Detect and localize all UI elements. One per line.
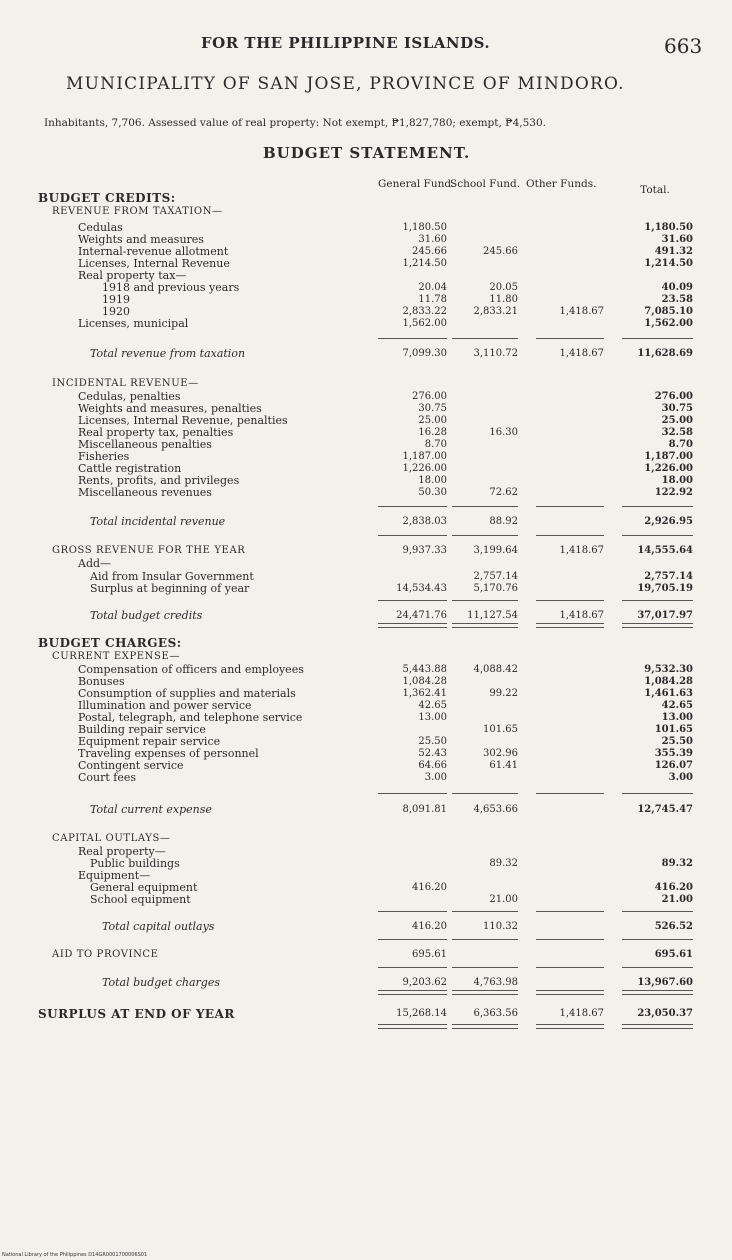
row-label: Real property tax— [78, 269, 187, 282]
general-fund-cell: 42.65 [418, 700, 447, 711]
school-fund-cell: 11.80 [489, 294, 518, 305]
row-label: Total current expense [90, 803, 212, 816]
row-label: Court fees [78, 771, 137, 784]
municipality-title: MUNICIPALITY OF SAN JOSE, PROVINCE OF MINDORO. [66, 74, 625, 94]
column-rule [452, 793, 518, 794]
school-fund-cell: 4,653.66 [473, 804, 518, 815]
footer-note: National Library of the Philippines D14GR0001700006S01 [2, 1252, 148, 1258]
total-cell: 126.07 [654, 760, 693, 771]
row-label: BUDGET CHARGES: [38, 636, 182, 650]
column-rule [536, 535, 604, 536]
total-cell: 12,745.47 [637, 804, 693, 815]
general-fund-cell: 1,562.00 [402, 318, 447, 329]
column-double-rule [452, 623, 518, 628]
column-rule [536, 600, 604, 601]
row-label: CURRENT EXPENSE— [52, 651, 180, 662]
general-fund-cell: 18.00 [418, 475, 447, 486]
total-cell: 1,562.00 [644, 318, 693, 329]
other-funds-cell: 1,418.67 [559, 545, 604, 556]
column-double-rule [536, 623, 604, 628]
school-fund-cell: 72.62 [489, 487, 518, 498]
row-label: Real property— [78, 845, 166, 858]
row-label: Total incidental revenue [90, 515, 226, 528]
column-double-rule [378, 990, 447, 995]
column-rule [622, 535, 693, 536]
column-rule [622, 967, 693, 968]
school-fund-cell: 16.30 [489, 427, 518, 438]
column-rule [378, 911, 447, 912]
general-fund-cell: 5,443.88 [402, 664, 447, 675]
total-cell: 695.61 [654, 949, 693, 960]
column-double-rule [536, 1024, 604, 1029]
row-label: General equipment [90, 881, 198, 894]
general-fund-cell: 1,214.50 [402, 258, 447, 269]
column-rule [536, 967, 604, 968]
row-label: Equipment repair service [78, 735, 221, 748]
row-label: Consumption of supplies and materials [78, 687, 296, 700]
general-fund-cell: 695.61 [412, 949, 447, 960]
column-rule [452, 535, 518, 536]
general-fund-cell: 15,268.14 [396, 1008, 447, 1019]
row-label: CAPITAL OUTLAYS— [52, 833, 171, 844]
total-cell: 14,555.64 [637, 545, 693, 556]
school-fund-cell: 11,127.54 [467, 610, 518, 621]
page-number: 663 [664, 34, 703, 58]
column-rule [622, 600, 693, 601]
school-fund-cell: 21.00 [489, 894, 518, 905]
row-label: Equipment— [78, 869, 151, 882]
total-cell: 42.65 [661, 700, 693, 711]
total-cell: 11,628.69 [637, 348, 693, 359]
general-fund-cell: 2,838.03 [402, 516, 447, 527]
school-fund-cell: 20.05 [489, 282, 518, 293]
general-fund-cell: 20.04 [418, 282, 447, 293]
general-fund-cell: 1,187.00 [402, 451, 447, 462]
general-fund-cell: 1,362.41 [402, 688, 447, 699]
row-label: Traveling expenses of personnel [78, 747, 259, 760]
row-label: Postal, telegraph, and telephone service [78, 711, 303, 724]
row-label: Public buildings [90, 857, 180, 870]
row-label: INCIDENTAL REVENUE— [52, 378, 199, 389]
general-fund-cell: 25.50 [418, 736, 447, 747]
column-double-rule [378, 623, 447, 628]
total-cell: 1,226.00 [644, 463, 693, 474]
total-cell: 526.52 [654, 921, 693, 932]
column-rule [622, 911, 693, 912]
row-label: Aid from Insular Government [90, 570, 254, 583]
col-header-total: Total. [640, 184, 670, 196]
school-fund-cell: 3,199.64 [473, 545, 518, 556]
column-double-rule [622, 623, 693, 628]
general-fund-cell: 9,203.62 [402, 977, 447, 988]
school-fund-cell: 99.22 [489, 688, 518, 699]
school-fund-cell: 101.65 [483, 724, 518, 735]
total-cell: 18.00 [661, 475, 693, 486]
row-label: GROSS REVENUE FOR THE YEAR [52, 545, 246, 556]
row-label: Bonuses [78, 675, 125, 688]
general-fund-cell: 16.28 [418, 427, 447, 438]
row-label: Illumination and power service [78, 699, 252, 712]
column-rule [452, 338, 518, 339]
general-fund-cell: 14,534.43 [396, 583, 447, 594]
column-rule [536, 338, 604, 339]
school-fund-cell: 6,363.56 [473, 1008, 518, 1019]
other-funds-cell: 1,418.67 [559, 1008, 604, 1019]
total-cell: 31.60 [661, 234, 693, 245]
row-label: Miscellaneous penalties [78, 438, 212, 451]
row-label: 1919 [102, 293, 130, 306]
column-rule [452, 911, 518, 912]
general-fund-cell: 30.75 [418, 403, 447, 414]
row-label: Internal-revenue allotment [78, 245, 229, 258]
column-rule [536, 793, 604, 794]
column-double-rule [452, 1024, 518, 1029]
column-double-rule [622, 990, 693, 995]
row-label: Rents, profits, and privileges [78, 474, 240, 487]
row-label: Compensation of officers and employees [78, 663, 304, 676]
row-label: 1918 and previous years [102, 281, 240, 294]
total-cell: 276.00 [654, 391, 693, 402]
total-cell: 37,017.97 [637, 610, 693, 621]
row-label: Total revenue from taxation [90, 347, 246, 360]
school-fund-cell: 4,088.42 [473, 664, 518, 675]
row-label: Miscellaneous revenues [78, 486, 212, 499]
column-rule [536, 939, 604, 940]
school-fund-cell: 4,763.98 [473, 977, 518, 988]
column-rule [536, 506, 604, 507]
row-label: REVENUE FROM TAXATION— [52, 206, 223, 217]
column-rule [452, 600, 518, 601]
total-cell: 122.92 [654, 487, 693, 498]
general-fund-cell: 52.43 [418, 748, 447, 759]
school-fund-cell: 5,170.76 [473, 583, 518, 594]
column-rule [378, 535, 447, 536]
total-cell: 9,532.30 [644, 664, 693, 675]
total-cell: 1,084.28 [644, 676, 693, 687]
row-label: Cedulas [78, 221, 123, 234]
other-funds-cell: 1,418.67 [559, 306, 604, 317]
column-rule [622, 338, 693, 339]
school-fund-cell: 2,757.14 [473, 571, 518, 582]
row-label: AID TO PROVINCE [52, 949, 159, 960]
row-label: SURPLUS AT END OF YEAR [38, 1007, 235, 1021]
general-fund-cell: 7,099.30 [402, 348, 447, 359]
column-rule [378, 967, 447, 968]
row-label: School equipment [90, 893, 191, 906]
total-cell: 101.65 [654, 724, 693, 735]
general-fund-cell: 50.30 [418, 487, 447, 498]
column-rule [452, 967, 518, 968]
school-fund-cell: 110.32 [483, 921, 518, 932]
row-label: Building repair service [78, 723, 206, 736]
total-cell: 32.58 [661, 427, 693, 438]
total-cell: 8.70 [668, 439, 693, 450]
row-label: Total capital outlays [102, 920, 215, 933]
row-label: 1920 [102, 305, 130, 318]
total-cell: 21.00 [661, 894, 693, 905]
row-label: Total budget charges [102, 976, 220, 989]
school-fund-cell: 2,833.21 [473, 306, 518, 317]
row-label: Total budget credits [90, 609, 203, 622]
total-cell: 7,085.10 [644, 306, 693, 317]
general-fund-cell: 245.66 [412, 246, 447, 257]
total-cell: 25.00 [661, 415, 693, 426]
row-label: Licenses, Internal Revenue, penalties [78, 414, 288, 427]
column-rule [378, 793, 447, 794]
total-cell: 30.75 [661, 403, 693, 414]
column-double-rule [622, 1024, 693, 1029]
column-rule [378, 506, 447, 507]
row-label: Cedulas, penalties [78, 390, 181, 403]
school-fund-cell: 61.41 [489, 760, 518, 771]
statement-title: BUDGET STATEMENT. [263, 144, 471, 162]
general-fund-cell: 1,226.00 [402, 463, 447, 474]
col-header-other: Other Funds. [526, 178, 597, 190]
general-fund-cell: 2,833.22 [402, 306, 447, 317]
general-fund-cell: 25.00 [418, 415, 447, 426]
row-label: Add— [78, 557, 112, 570]
school-fund-cell: 245.66 [483, 246, 518, 257]
row-label: Fisheries [78, 450, 130, 463]
column-rule [536, 911, 604, 912]
general-fund-cell: 416.20 [412, 882, 447, 893]
total-cell: 23,050.37 [637, 1008, 693, 1019]
column-double-rule [378, 1024, 447, 1029]
school-fund-cell: 88.92 [489, 516, 518, 527]
total-cell: 19,705.19 [637, 583, 693, 594]
column-rule [378, 338, 447, 339]
general-fund-cell: 1,180.50 [402, 222, 447, 233]
general-fund-cell: 11.78 [418, 294, 447, 305]
general-fund-cell: 8.70 [424, 439, 447, 450]
running-header: FOR THE PHILIPPINE ISLANDS. [201, 34, 491, 52]
col-header-school: School Fund. [450, 178, 521, 190]
total-cell: 25.50 [661, 736, 693, 747]
total-cell: 355.39 [654, 748, 693, 759]
total-cell: 491.32 [654, 246, 693, 257]
total-cell: 40.09 [661, 282, 693, 293]
column-rule [622, 939, 693, 940]
other-funds-cell: 1,418.67 [559, 610, 604, 621]
row-label: Real property tax, penalties [78, 426, 234, 439]
column-double-rule [536, 990, 604, 995]
school-fund-cell: 302.96 [483, 748, 518, 759]
column-rule [452, 939, 518, 940]
row-label: Surplus at beginning of year [90, 582, 250, 595]
row-label: BUDGET CREDITS: [38, 191, 176, 205]
inhabitants-line: Inhabitants, 7,706. Assessed value of real property: Not exempt, ₱1,827,780; exempt, ₱4,530. [44, 117, 546, 129]
total-cell: 3.00 [668, 772, 693, 783]
total-cell: 1,461.63 [644, 688, 693, 699]
row-label: Contingent service [78, 759, 184, 772]
general-fund-cell: 276.00 [412, 391, 447, 402]
general-fund-cell: 416.20 [412, 921, 447, 932]
total-cell: 416.20 [654, 882, 693, 893]
total-cell: 2,926.95 [644, 516, 693, 527]
general-fund-cell: 13.00 [418, 712, 447, 723]
total-cell: 2,757.14 [644, 571, 693, 582]
row-label: Licenses, municipal [78, 317, 189, 330]
column-rule [622, 793, 693, 794]
column-rule [622, 506, 693, 507]
total-cell: 1,187.00 [644, 451, 693, 462]
general-fund-cell: 3.00 [424, 772, 447, 783]
total-cell: 23.58 [661, 294, 693, 305]
general-fund-cell: 31.60 [418, 234, 447, 245]
total-cell: 13.00 [661, 712, 693, 723]
column-rule [378, 600, 447, 601]
general-fund-cell: 24,471.76 [396, 610, 447, 621]
column-double-rule [452, 990, 518, 995]
row-label: Cattle registration [78, 462, 182, 475]
other-funds-cell: 1,418.67 [559, 348, 604, 359]
general-fund-cell: 1,084.28 [402, 676, 447, 687]
row-label: Weights and measures [78, 233, 204, 246]
general-fund-cell: 9,937.33 [402, 545, 447, 556]
col-header-general: General Fund. [378, 178, 455, 190]
total-cell: 89.32 [661, 858, 693, 869]
school-fund-cell: 3,110.72 [473, 348, 518, 359]
column-rule [378, 939, 447, 940]
column-rule [452, 506, 518, 507]
row-label: Weights and measures, penalties [78, 402, 262, 415]
general-fund-cell: 64.66 [418, 760, 447, 771]
total-cell: 1,180.50 [644, 222, 693, 233]
school-fund-cell: 89.32 [489, 858, 518, 869]
general-fund-cell: 8,091.81 [402, 804, 447, 815]
row-label: Licenses, Internal Revenue [78, 257, 230, 270]
total-cell: 13,967.60 [637, 977, 693, 988]
total-cell: 1,214.50 [644, 258, 693, 269]
